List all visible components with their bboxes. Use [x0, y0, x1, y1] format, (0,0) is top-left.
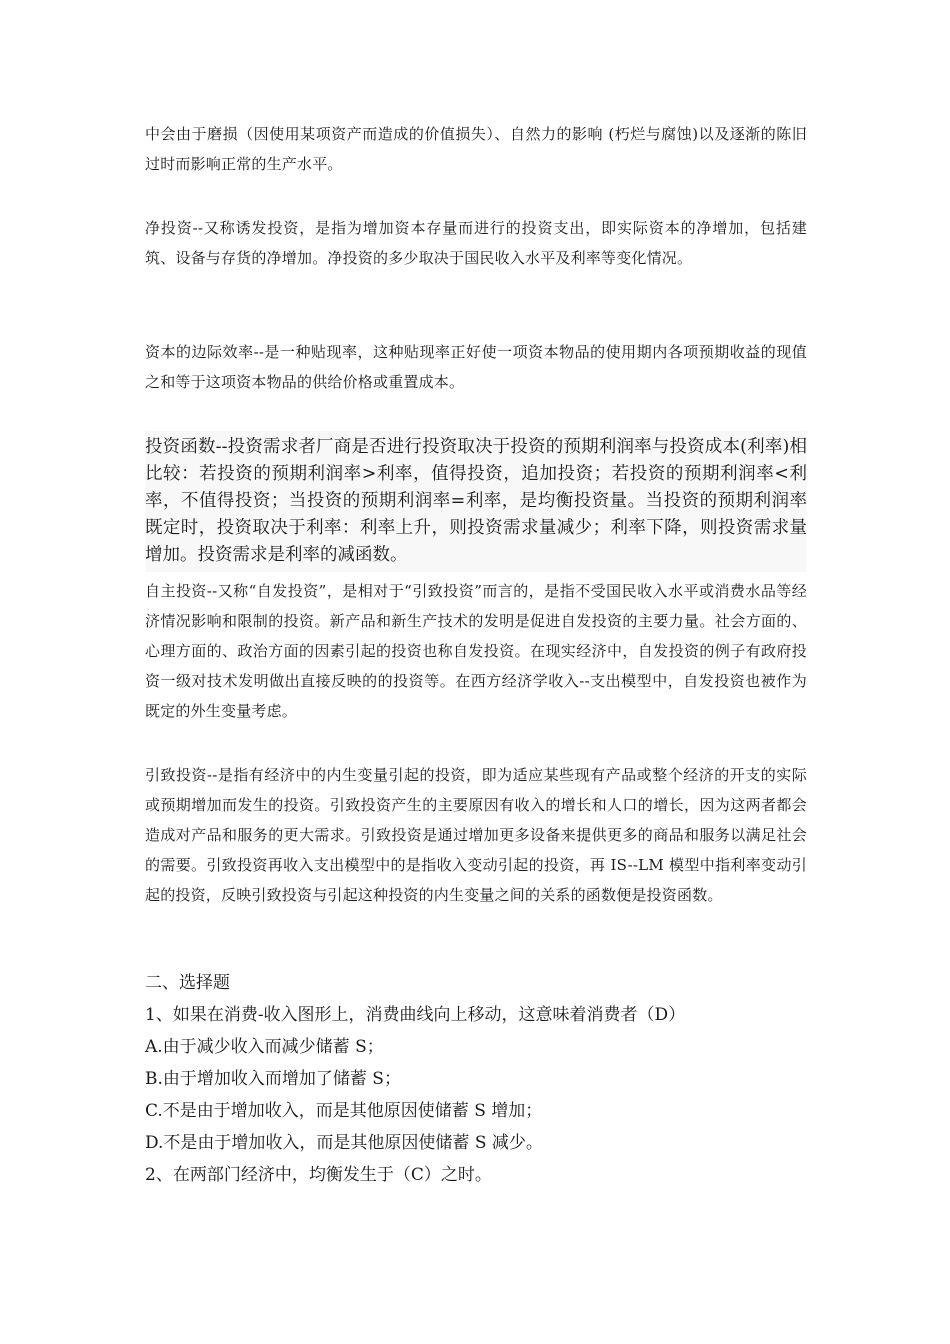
paragraph-depreciation-continued: 中会由于磨损（因使用某项资产而造成的价值损失）、自然力的影响 (朽烂与腐蚀)以及逐渐的陈旧过时而影响正常的生产水平。 — [145, 125, 807, 173]
paragraph-autonomous-investment: 自主投资--又称“自发投资”，是相对于“引致投资”而言的，是指不受国民收入水平或消费水品等经济情况影响和限制的投资。新产品和新生产技术的发明是促进自发投资的主要力量。社会方面的、心理方面的、政治方面的因素引起的投资也称自发投资。在现实经济中，自发投资的例子有政府投资一级对技术发明做出直接反映的的投资等。在西方经济学收入--支出模型中，自发投资也被作为既定的外生变量考虑。 — [145, 582, 807, 720]
question-1: 1、如果在消费-收入图形上，消费曲线向上移动，这意味着消费者（D） — [145, 1005, 686, 1025]
paragraph-investment-function: 投资函数--投资需求者厂商是否进行投资取决于投资的预期利润率与投资成本(利率)相比较：若投资的预期利润率>利率，值得投资，追加投资；若投资的预期利润率<利率，不值得投资；当投资的预期利润率=利率，是均衡投资量。当投资的预期利润率既定时，投资取决于利率：利率上升，则投资需求量减少；利率下降，则投资需求量增加。投资需求是利率的减函数。 — [145, 431, 807, 572]
question-2: 2、在两部门经济中，均衡发生于（C）之时。 — [145, 1165, 492, 1185]
question-1-option-b: B.由于增加收入而增加了储蓄 S； — [145, 1069, 401, 1089]
paragraph-marginal-efficiency-of-capital: 资本的边际效率--是一种贴现率，这种贴现率正好使一项资本物品的使用期内各项预期收益的现值之和等于这项资本物品的供给价格或重置成本。 — [145, 343, 807, 391]
question-1-option-a: A.由于减少收入而减少储蓄 S； — [145, 1037, 384, 1057]
paragraph-induced-investment: 引致投资--是指有经济中的内生变量引起的投资，即为适应某些现有产品或整个经济的开支的实际或预期增加而发生的投资。引致投资产生的主要原因有收入的增长和人口的增长，因为这两者都会造成对产品和服务的更大需求。引致投资是通过增加更多设备来提供更多的商品和服务以满足社会的需要。引致投资再收入支出模型中的是指收入变动引起的投资，再 IS--LM 模型中指利率变动引起的投资，反映引致投资与引起这种投资的内生变量之间的关系的函数便是投资函数。 — [145, 766, 807, 904]
paragraph-net-investment: 净投资--又称诱发投资，是指为增加资本存量而进行的投资支出，即实际资本的净增加，包括建筑、设备与存货的净增加。净投资的多少取决于国民收入水平及利率等变化情况。 — [145, 219, 807, 267]
question-1-option-c: C.不是由于增加收入，而是其他原因使储蓄 S 增加； — [145, 1101, 543, 1121]
question-1-option-d: D.不是由于增加收入，而是其他原因使储蓄 S 减少。 — [145, 1133, 543, 1153]
section-heading: 二、选择题 — [145, 973, 230, 993]
